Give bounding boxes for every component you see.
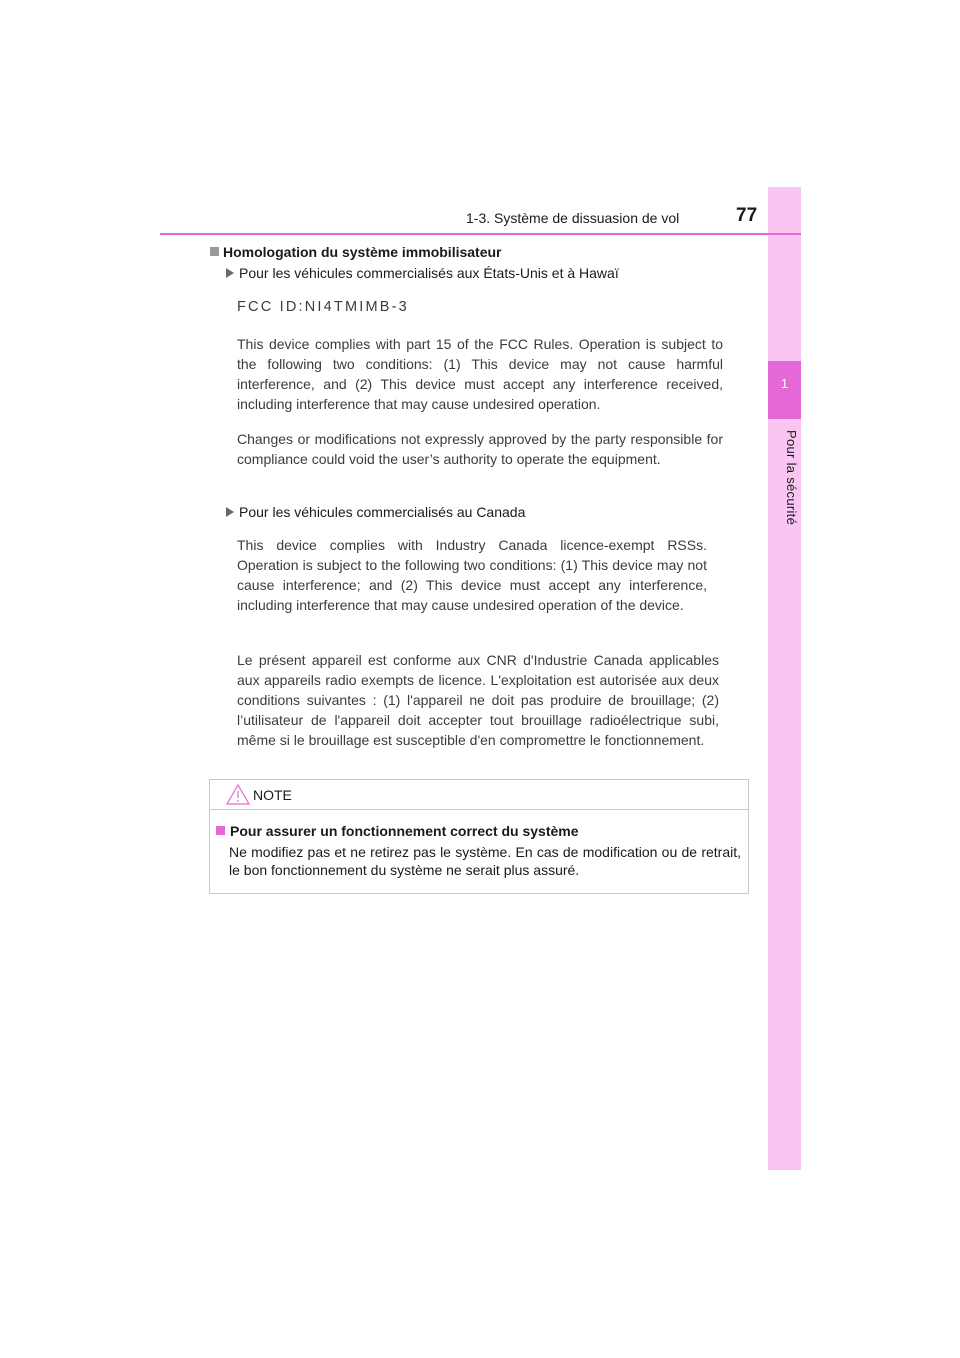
square-bullet-icon [210,247,219,256]
ic-statement-en: This device complies with Industry Canada licence-exempt RSSs. Operation is subject to the following two conditions: (1) This device may not cause interference; and (2) This device must accept any interference, including interference that may cause undesired operation of the device. [237,537,707,613]
note-box [209,779,749,894]
note-header [210,780,748,810]
note-title: NOTE [253,787,292,803]
fcc-changes-warning: Changes or modifications not expressly approved by the party responsible for compliance could void the user’s authority to operate the equipment. [237,431,723,467]
section-heading-text: Homologation du système immobilisateur [223,244,502,260]
header-divider [160,233,801,235]
note-subheading-text: Pour assurer un fonctionnement correct du système [230,823,579,839]
note-body: Ne modifiez pas et ne retirez pas le système. En cas de modification ou de retrait, le bon fonctionnement du système ne serait plus assuré. [229,844,741,878]
canada-bullet-text: Pour les véhicules commercialisés au Canada [239,504,526,520]
fcc-id-label: FCC ID:NI4TMIMB-3 [237,299,409,315]
us-bullet-text: Pour les véhicules commercialisés aux États-Unis et à Hawaï [239,265,619,281]
section-heading [210,244,502,260]
note-subheading [216,823,579,839]
section-title: 1-3. Système de dissuasion de vol [466,210,680,226]
us-bullet [226,265,619,281]
chapter-label: Pour la sécurité [784,430,799,526]
chapter-number: 1 [780,376,789,391]
ic-statement-fr: Le présent appareil est conforme aux CNR d'Industrie Canada applicables aux appareils radio exempts de licence. L'exploitation est autorisée aux deux conditions suivantes : (1) l'appareil ne doit pas produire de brouillage; (2) l’utilisateur de l'appareil doit accepter tout brouillage radioélectrique subi, même si le brouillage est susceptible d'en compromettre le fonctionnement. [237,652,719,748]
side-tab [768,187,801,1170]
triangle-bullet-icon [226,268,234,278]
triangle-bullet-icon [226,507,234,517]
canada-bullet [226,504,525,520]
square-bullet-icon [216,826,225,835]
fcc-statement: This device complies with part 15 of the FCC Rules. Operation is subject to the following two conditions: (1) This device may not cause harmful interference, and (2) This device must accept any interference received, including interference that may cause undesired operation. [237,336,723,412]
warning-triangle-icon [226,784,250,810]
page-number: 77 [736,205,758,226]
